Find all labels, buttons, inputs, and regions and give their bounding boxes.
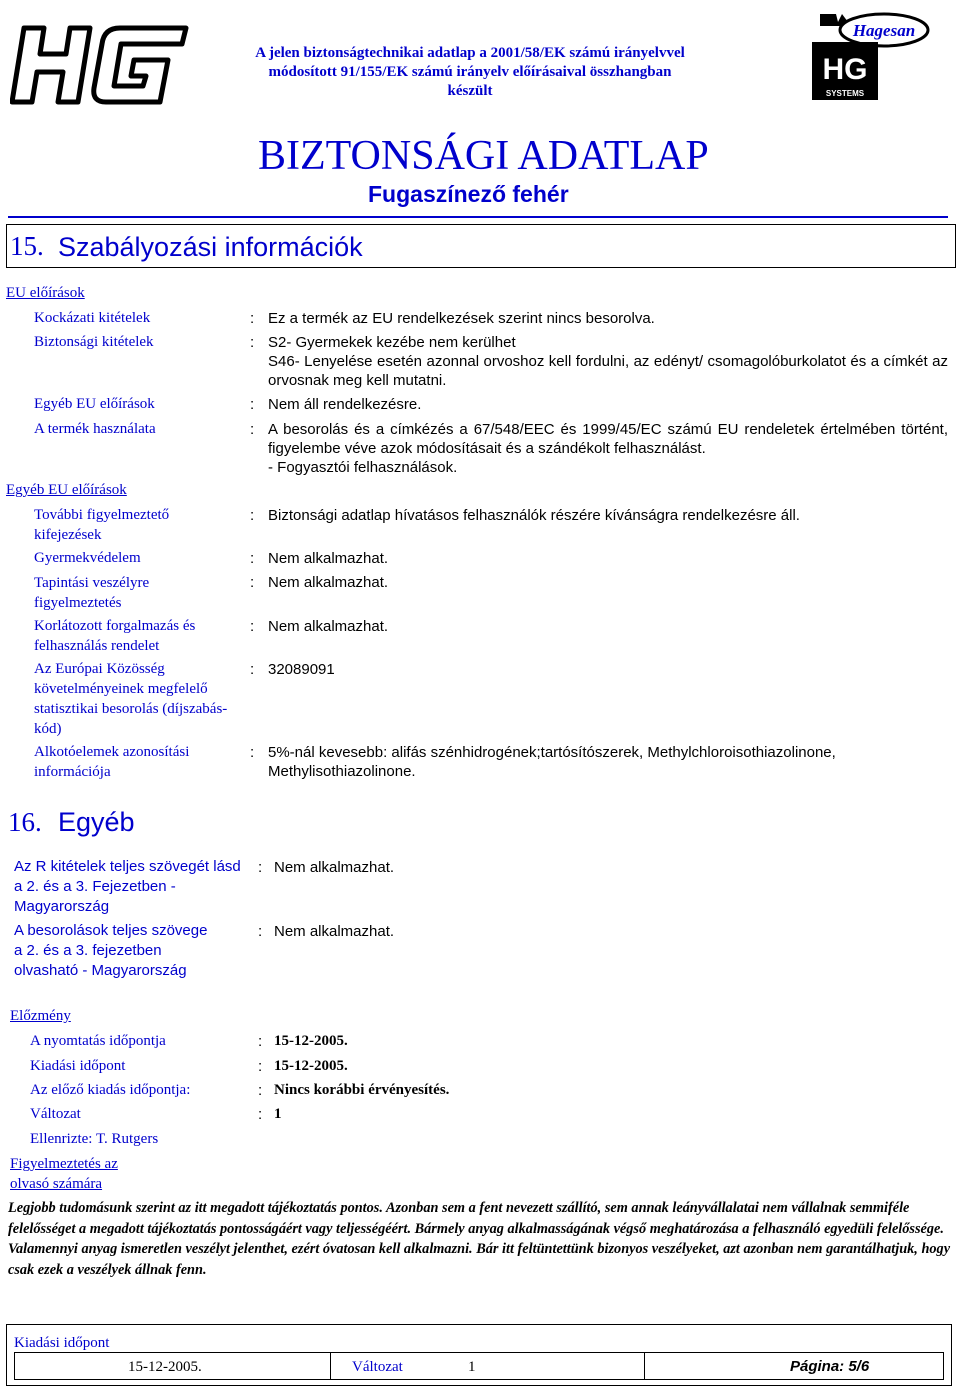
r-phrases-text-label: Az R kitételek teljes szövegét lásd a 2. és a 3. Fejezetben - Magyarország <box>14 858 241 915</box>
risk-phrases-value: Ez a termék az EU rendelkezések szerint nincs besorolva. <box>268 310 655 327</box>
footer-divider <box>330 1352 331 1380</box>
colon: : <box>258 1106 263 1123</box>
previous-issue-value: Nincs korábbi érvényesítés. <box>274 1082 450 1098</box>
colon: : <box>258 923 263 940</box>
issue-date-value: 15-12-2005. <box>274 1058 348 1074</box>
regulation-note: A jelen biztonságtechnikai adatlap a 2001/58/EK számú irányelvvel módosított 91/155/EK számú irányelv előírásaival összhangban készült <box>255 45 685 99</box>
restricted-distribution-label: Korlátozott forgalmazás és felhasználás rendelet <box>34 618 196 654</box>
tactile-warning-label: Tapintási veszélyre figyelmeztetés <box>34 575 150 611</box>
footer-version-label: Változat <box>352 1359 403 1375</box>
section-16-title: Egyéb <box>58 807 135 837</box>
colon: : <box>258 1082 263 1099</box>
logo-hagesan <box>808 8 936 104</box>
colon: : <box>258 1058 263 1075</box>
other-eu-value: Nem áll rendelkezésre. <box>268 396 422 413</box>
safety-phrases-label: Biztonsági kitételek <box>34 334 154 350</box>
colon: : <box>250 421 255 438</box>
additional-warning-label: További figyelmeztető kifejezések <box>34 507 170 543</box>
classification-text-value: Nem alkalmazhat. <box>274 923 395 940</box>
components-label: Alkotóelemek azonosítási információja <box>34 744 190 780</box>
colon: : <box>250 574 255 591</box>
safety-phrase-s46: S46- Lenyelése esetén azonnal orvoshoz kell fordulni, az edényt/ csomagolóburkolatot és a címkét az orvosnak meg kell mutatni. <box>268 353 948 389</box>
footer-issue-label: Kiadási időpont <box>14 1335 110 1351</box>
logo-brand-text: Hagesan <box>852 21 916 40</box>
logo-hg <box>10 10 190 110</box>
colon: : <box>250 550 255 567</box>
section-15-number: 15. <box>10 231 44 261</box>
product-use-label: A termék használata <box>34 421 156 437</box>
version-label: Változat <box>30 1106 81 1122</box>
restricted-distribution-value: Nem alkalmazhat. <box>268 618 389 635</box>
print-date-value: 15-12-2005. <box>274 1033 348 1049</box>
disclaimer-text: Legjobb tudomásunk szerint az itt megadott tájékoztatás pontos. Azonban sem a fent nevezett szállító, sem annak leányvállalatai nem vállalnak semmiféle felelősséget a megadott tájékoztatás pontosságáért vagy teljességéért. Bármely anyag alkalmasságának végső meghatározása a felhasználó egyedüli felelőssége. Valamennyi anyag ismeretlen veszélyt jelenthet, ezért óvatosan kell alkalmazni. Bár itt feltüntettünk bizonyos veszélyeket, azt azonban nem garantálhatjuk, hogy csak ezek a veszélyek állnak fenn. <box>8 1200 951 1278</box>
colon: : <box>250 507 255 524</box>
safety-phrase-s2: S2- Gyermekek kezébe nem kerülhet <box>268 334 516 351</box>
statistical-classification-label: Az Európai Közösség követelményeinek megfelelő statisztikai besorolás (díjszabás-kód) <box>34 661 228 737</box>
eu-regulations-heading: EU előírások <box>6 285 85 301</box>
footer-divider <box>644 1352 645 1380</box>
logo-mark-text: HG <box>822 53 868 86</box>
colon: : <box>258 859 263 876</box>
product-use-consumer: - Fogyasztói felhasználások. <box>268 459 458 476</box>
tactile-warning-value: Nem alkalmazhat. <box>268 574 389 591</box>
hg-logo-icon <box>10 10 190 110</box>
footer-issue-date: 15-12-2005. <box>128 1359 202 1375</box>
classification-text-label: A besorolások teljes szövege a 2. és a 3. fejezetben olvasható - Magyarország <box>14 922 208 979</box>
history-heading: Előzmény <box>10 1008 71 1024</box>
issue-date-label: Kiadási időpont <box>30 1058 126 1074</box>
print-date-label: A nyomtatás időpontja <box>30 1033 166 1049</box>
product-name: Fugaszínező fehér <box>368 181 569 207</box>
statistical-classification-value: 32089091 <box>268 661 335 678</box>
colon: : <box>250 396 255 413</box>
colon: : <box>250 661 255 678</box>
hagesan-logo-icon <box>808 8 936 104</box>
colon: : <box>250 310 255 327</box>
colon: : <box>250 744 255 761</box>
logo-systems-text: SYSTEMS <box>825 89 865 98</box>
other-eu-heading: Egyéb EU előírások <box>6 482 127 498</box>
section-15-title: Szabályozási információk <box>58 232 363 262</box>
child-protection-label: Gyermekvédelem <box>34 550 141 566</box>
version-value: 1 <box>274 1106 282 1122</box>
colon: : <box>250 334 255 351</box>
document-title: BIZTONSÁGI ADATLAP <box>258 133 709 179</box>
footer-page-number: Página: 5/6 <box>790 1358 870 1375</box>
r-phrases-text-value: Nem alkalmazhat. <box>274 859 395 876</box>
product-use-value: A besorolás és a címkézés a 67/548/EEC és 1999/45/EC számú EU rendeletek értelmében történt, figyelembe véve azok módosításait és a szándékolt felhasználást. <box>268 421 948 457</box>
footer-version-value: 1 <box>468 1359 476 1375</box>
risk-phrases-label: Kockázati kitételek <box>34 310 151 326</box>
previous-issue-label: Az előző kiadás időpontja: <box>30 1082 191 1098</box>
components-value: 5%-nál kevesebb: alifás szénhidrogének;tartósítószerek, Methylchloroisothiazolinone, Methylisothiazolinone. <box>268 744 836 780</box>
colon: : <box>250 618 255 635</box>
title-divider <box>8 216 948 218</box>
checked-by: Ellenrizte: T. Rutgers <box>30 1131 159 1147</box>
additional-warning-value: Biztonsági adatlap hívatásos felhasználók részére kívánságra rendelkezésre áll. <box>268 507 800 524</box>
colon: : <box>258 1033 263 1050</box>
section-16-number: 16. <box>8 807 42 837</box>
reader-notice-heading: Figyelmeztetés az olvasó számára <box>10 1156 118 1192</box>
child-protection-value: Nem alkalmazhat. <box>268 550 389 567</box>
other-eu-label: Egyéb EU előírások <box>34 396 155 412</box>
